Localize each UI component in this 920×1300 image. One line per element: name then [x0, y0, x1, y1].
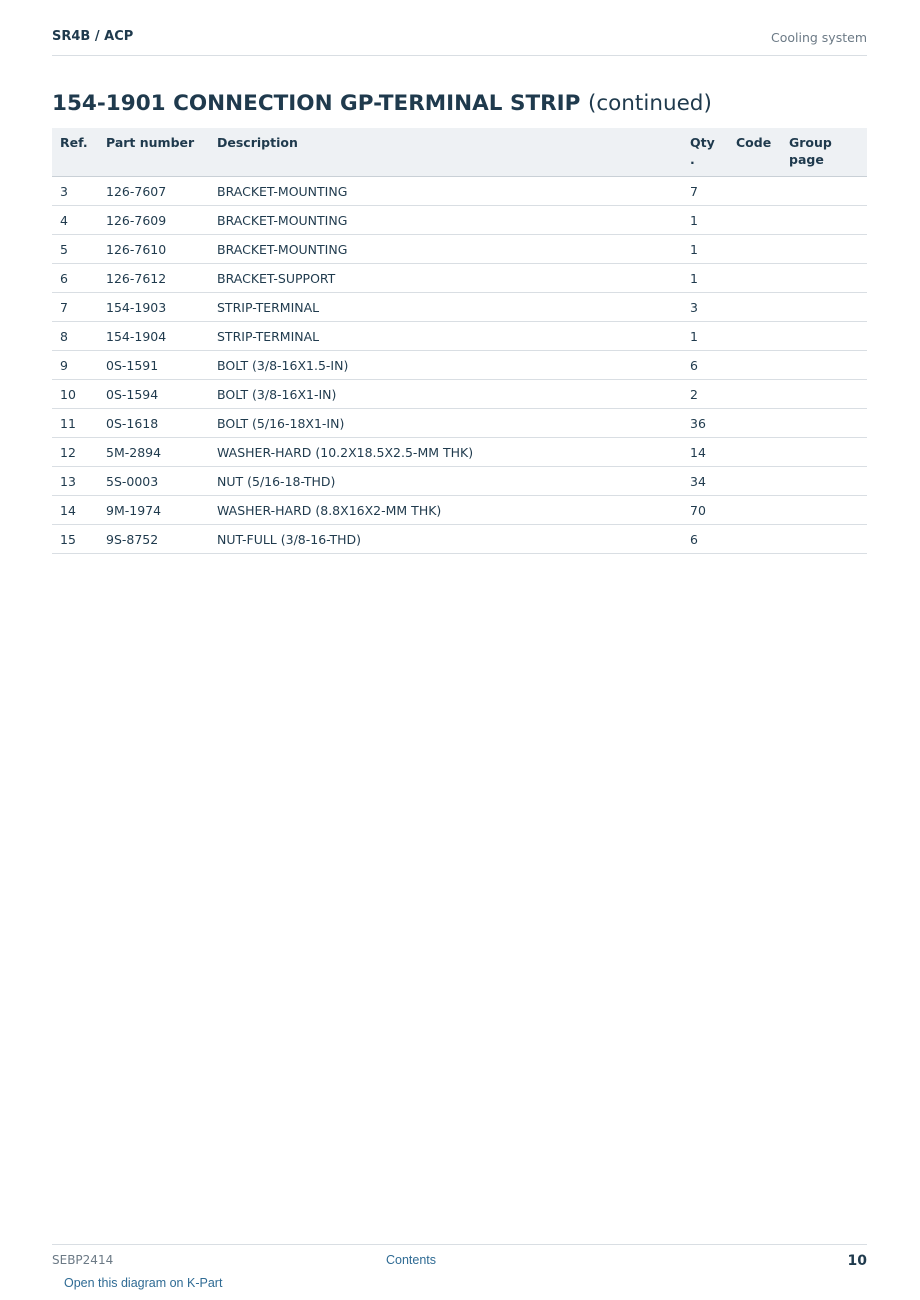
table-row [52, 380, 867, 409]
cell-ref: 15 [52, 525, 98, 554]
cell-group-page [781, 467, 867, 496]
cell-description: STRIP-TERMINAL [209, 322, 682, 351]
cell-code [728, 496, 781, 525]
cell-qty: 36 [682, 409, 728, 438]
cell-qty: 2 [682, 380, 728, 409]
cell-part-number: 5M-2894 [98, 438, 209, 467]
cell-group-page [781, 496, 867, 525]
cell-part-number: 9M-1974 [98, 496, 209, 525]
cell-ref: 9 [52, 351, 98, 380]
kpart-link[interactable]: Open this diagram on K-Part [64, 1276, 223, 1290]
cell-qty: 70 [682, 496, 728, 525]
cell-description: BRACKET-MOUNTING [209, 177, 682, 206]
cell-qty: 1 [682, 235, 728, 264]
table-row [52, 235, 867, 264]
parts-table [52, 128, 867, 554]
cell-part-number: 9S-8752 [98, 525, 209, 554]
cell-description: WASHER-HARD (10.2X18.5X2.5-MM THK) [209, 438, 682, 467]
cell-part-number: 126-7612 [98, 264, 209, 293]
table-row [52, 264, 867, 293]
cell-code [728, 380, 781, 409]
cell-description: BRACKET-MOUNTING [209, 235, 682, 264]
cell-group-page [781, 351, 867, 380]
cell-ref: 5 [52, 235, 98, 264]
cell-code [728, 264, 781, 293]
column-header-ref: Ref. [52, 128, 98, 177]
model-breadcrumb: SR4B / ACP [52, 29, 134, 44]
cell-code [728, 525, 781, 554]
document-id: SEBP2414 [52, 1253, 114, 1267]
cell-part-number: 154-1904 [98, 322, 209, 351]
table-header-row [52, 128, 867, 177]
cell-code [728, 467, 781, 496]
cell-code [728, 322, 781, 351]
table-row [52, 206, 867, 235]
page-title [52, 90, 712, 118]
cell-code [728, 409, 781, 438]
table-row [52, 177, 867, 206]
cell-ref: 8 [52, 322, 98, 351]
cell-ref: 13 [52, 467, 98, 496]
cell-part-number: 5S-0003 [98, 467, 209, 496]
cell-description: STRIP-TERMINAL [209, 293, 682, 322]
column-header-code: Code [728, 128, 781, 177]
cell-qty: 3 [682, 293, 728, 322]
cell-description: BOLT (3/8-16X1.5-IN) [209, 351, 682, 380]
cell-code [728, 351, 781, 380]
cell-description: NUT-FULL (3/8-16-THD) [209, 525, 682, 554]
cell-ref: 7 [52, 293, 98, 322]
cell-group-page [781, 235, 867, 264]
cell-description: BOLT (5/16-18X1-IN) [209, 409, 682, 438]
page-number: 10 [847, 1253, 867, 1269]
cell-ref: 3 [52, 177, 98, 206]
column-header-group-page: Group page [781, 128, 867, 177]
cell-qty: 6 [682, 525, 728, 554]
cell-group-page [781, 525, 867, 554]
table-row [52, 409, 867, 438]
cell-ref: 11 [52, 409, 98, 438]
cell-part-number: 126-7607 [98, 177, 209, 206]
cell-code [728, 293, 781, 322]
section-name: Cooling system [771, 30, 867, 45]
cell-group-page [781, 409, 867, 438]
cell-code [728, 206, 781, 235]
table-row [52, 322, 867, 351]
column-header-qty: Qty . [682, 128, 728, 177]
cell-part-number: 0S-1594 [98, 380, 209, 409]
cell-part-number: 0S-1591 [98, 351, 209, 380]
cell-code [728, 438, 781, 467]
table-row [52, 438, 867, 467]
title-suffix: (continued) [587, 91, 712, 116]
cell-group-page [781, 206, 867, 235]
cell-group-page [781, 322, 867, 351]
cell-group-page [781, 293, 867, 322]
cell-description: WASHER-HARD (8.8X16X2-MM THK) [209, 496, 682, 525]
cell-part-number: 0S-1618 [98, 409, 209, 438]
cell-code [728, 177, 781, 206]
column-header-part-number: Part number [98, 128, 209, 177]
cell-ref: 14 [52, 496, 98, 525]
cell-qty: 7 [682, 177, 728, 206]
cell-group-page [781, 438, 867, 467]
parts-table-body [52, 177, 867, 554]
cell-qty: 1 [682, 264, 728, 293]
cell-qty: 1 [682, 206, 728, 235]
cell-description: BOLT (3/8-16X1-IN) [209, 380, 682, 409]
cell-part-number: 126-7609 [98, 206, 209, 235]
cell-qty: 1 [682, 322, 728, 351]
cell-part-number: 126-7610 [98, 235, 209, 264]
cell-ref: 4 [52, 206, 98, 235]
table-row [52, 351, 867, 380]
cell-code [728, 235, 781, 264]
page-header [52, 28, 867, 56]
page-footer [52, 1244, 867, 1269]
cell-group-page [781, 264, 867, 293]
cell-qty: 6 [682, 351, 728, 380]
cell-qty: 14 [682, 438, 728, 467]
cell-description: BRACKET-MOUNTING [209, 206, 682, 235]
table-row [52, 496, 867, 525]
cell-ref: 6 [52, 264, 98, 293]
cell-description: NUT (5/16-18-THD) [209, 467, 682, 496]
cell-group-page [781, 380, 867, 409]
cell-part-number: 154-1903 [98, 293, 209, 322]
cell-description: BRACKET-SUPPORT [209, 264, 682, 293]
table-row [52, 525, 867, 554]
cell-group-page [781, 177, 867, 206]
column-header-description: Description [209, 128, 682, 177]
contents-link[interactable]: Contents [386, 1253, 437, 1267]
title-main: 154-1901 CONNECTION GP-TERMINAL STRIP [52, 91, 581, 116]
cell-qty: 34 [682, 467, 728, 496]
cell-ref: 12 [52, 438, 98, 467]
table-row [52, 293, 867, 322]
cell-ref: 10 [52, 380, 98, 409]
table-row [52, 467, 867, 496]
